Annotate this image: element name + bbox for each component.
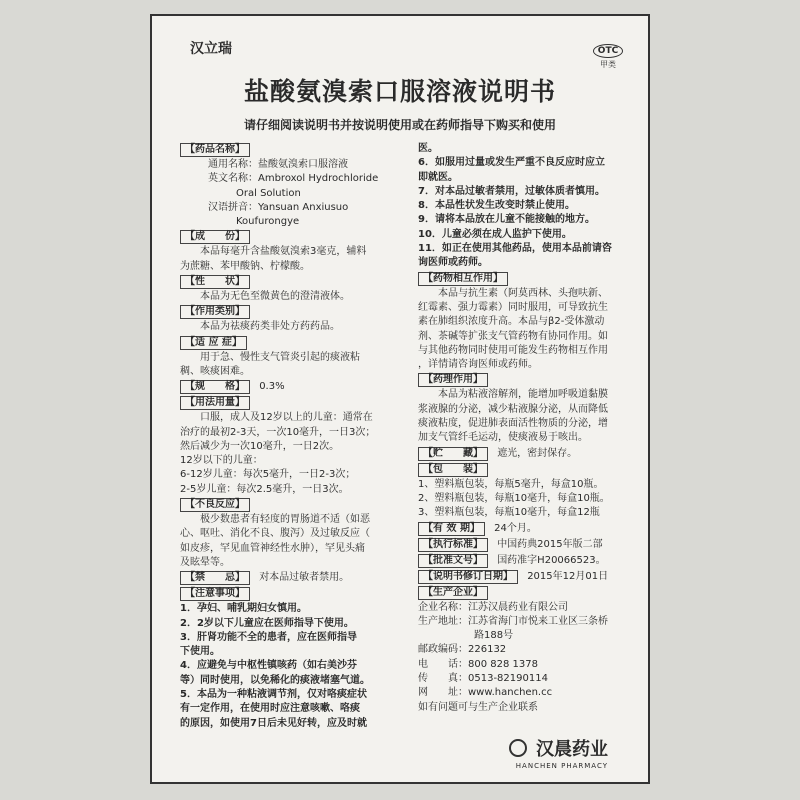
note-8: 8．本品性状发生改变时禁止使用。 <box>418 200 575 212</box>
heading-adverse: 【不良反应】 <box>180 498 250 512</box>
usage-5: 6-12岁儿童：每次5毫升，一日2-3次； <box>180 469 356 481</box>
adverse-2: 心、呕吐、消化不良、腹泻）及过敏反应（ <box>180 528 370 540</box>
pharmacology-1: 本品为粘液溶解剂，能增加呼吸道黏膜 <box>438 389 608 401</box>
logo-text-cn: 汉晨药业 <box>536 739 608 760</box>
manufacturer-website: 网 址：www.hanchen.cc <box>418 687 553 699</box>
heading-properties: 【性 状】 <box>180 275 250 289</box>
pharmacology-4: 加支气管纤毛运动，使痰液易于咳出。 <box>418 432 588 444</box>
validity: 24个月。 <box>494 522 537 534</box>
manufacturer-address-2: 路188号 <box>474 630 514 642</box>
contraindications: 对本品过敏者禁用。 <box>259 572 350 584</box>
pinyin-name-1: 汉语拼音：Yansuan Anxiusuo <box>208 201 349 213</box>
package-1: 1、塑料瓶包装，每瓶5毫升，每盒10瓶。 <box>418 478 604 490</box>
heading-name: 【药品名称】 <box>180 143 250 157</box>
note-6b: 即就医。 <box>418 171 458 183</box>
manufacturer-name: 企业名称：江苏汉晨药业有限公司 <box>418 601 568 613</box>
manufacturer-contact: 如有问题可与生产企业联系 <box>418 701 538 713</box>
heading-contraindications: 【禁 忌】 <box>180 571 250 585</box>
pharmacology-3: 痰液粘度，促进肺表面活性物质的分泌，增 <box>418 418 608 430</box>
note-4b: 等）同时使用，以免稀化的痰液堵塞气道。 <box>180 674 370 686</box>
indications-2: 稠、咳痰困难。 <box>180 365 250 377</box>
leaflet-sheet <box>150 14 650 784</box>
usage-2: 治疗的最初2-3天，一次10毫升，一日3次； <box>180 426 376 438</box>
heading-indications: 【适 应 症】 <box>180 336 247 350</box>
heading-manufacturer: 【生产企业】 <box>418 586 488 600</box>
heading-standard: 【执行标准】 <box>418 538 488 552</box>
storage: 遮光，密封保存。 <box>497 447 578 459</box>
document-title: 盐酸氨溴索口服溶液说明书 <box>243 77 556 106</box>
heading-revision-date: 【说明书修订日期】 <box>418 570 518 584</box>
english-name-2: Oral Solution <box>236 187 301 199</box>
revision-date: 2015年12月01日 <box>527 570 609 582</box>
standard: 中国药典2015年版二部 <box>497 538 603 550</box>
heading-pharmacology: 【药理作用】 <box>418 373 488 387</box>
heading-interactions: 【药物相互作用】 <box>418 272 508 286</box>
usage-6: 2-5岁儿童：每次2.5毫升，一日3次。 <box>180 483 349 495</box>
heading-notes: 【注意事项】 <box>180 587 250 601</box>
company-logo <box>509 735 608 770</box>
adverse-4: 及眩晕等。 <box>180 556 230 568</box>
note-2: 2．2岁以下儿童应在医师指导下使用。 <box>180 617 354 629</box>
manufacturer-address-1: 生产地址：江苏省海门市悦来工业区三条桥 <box>418 615 608 627</box>
left-column <box>180 142 408 731</box>
logo-mark-icon <box>509 739 527 757</box>
interactions-5: 与其他药物同时使用可能发生药物相互作用 <box>418 344 608 356</box>
note-5d: 医。 <box>418 143 438 154</box>
common-name: 通用名称：盐酸氨溴索口服溶液 <box>208 159 348 170</box>
interactions-1: 本品与抗生素（阿莫西林、头孢呋新、 <box>438 287 608 299</box>
right-column <box>418 142 636 715</box>
interactions-4: 剂、茶碱等扩张支气管药物有协同作用。如 <box>418 330 608 342</box>
usage-3: 然后减少为一次10毫升，一日2次。 <box>180 440 340 452</box>
logo-text-en: HANCHEN PHARMACY <box>515 762 608 770</box>
package-2: 2、塑料瓶包装，每瓶10毫升，每盒10瓶。 <box>418 492 610 504</box>
pharmacology-2: 浆液腺的分泌，减少粘液腺分泌，从而降低 <box>418 403 608 415</box>
adverse-3: 如皮疹，罕见血管神经性水肿），罕见头痛 <box>180 542 365 554</box>
note-7: 7．对本品过敏者禁用，过敏体质者慎用。 <box>418 185 605 197</box>
package-3: 3、塑料瓶包装，每瓶10毫升，每盒12瓶 <box>418 507 600 519</box>
heading-usage: 【用法用量】 <box>180 396 250 410</box>
otc-class: 甲类 <box>600 60 616 69</box>
note-3b: 下使用。 <box>180 646 220 658</box>
manufacturer-zip: 邮政编码：226132 <box>418 644 507 656</box>
manufacturer-phone: 电 话：800 828 1378 <box>418 658 538 670</box>
document-subtitle: 请仔细阅读说明书并按说明使用或在药师指导下购买和使用 <box>243 118 556 132</box>
usage-1: 口服，成人及12岁以上的儿童：通常在 <box>200 412 373 424</box>
note-11b: 询医师或药师。 <box>418 257 488 269</box>
adverse-1: 极少数患者有轻度的胃肠道不适（如恶 <box>200 514 370 526</box>
heading-composition: 【成 份】 <box>180 230 250 244</box>
english-name-1: 英文名称：Ambroxol Hydrochloride <box>208 173 379 185</box>
note-10: 10．儿童必须在成人监护下使用。 <box>418 228 572 240</box>
indications-1: 用于急、慢性支气管炎引起的痰液粘 <box>200 351 360 363</box>
interactions-6: ，详情请咨询医师或药师。 <box>418 359 538 371</box>
composition-2: 为蔗糖、苯甲酸钠、柠檬酸。 <box>180 260 310 272</box>
specification: 0.3% <box>259 381 285 393</box>
note-5c: 的原因，如使用7日后未见好转，应及时就 <box>180 717 367 729</box>
approval-number: 国药准字H20066523。 <box>497 554 606 566</box>
heading-category: 【作用类别】 <box>180 305 250 319</box>
note-4a: 4．应避免与中枢性镇咳药（如右美沙芬 <box>180 660 357 672</box>
pinyin-name-2: Koufurongye <box>236 216 300 228</box>
manufacturer-fax: 传 真：0513-82190114 <box>418 673 548 685</box>
note-3a: 3．肝肾功能不全的患者，应在医师指导 <box>180 631 357 643</box>
interactions-3: 素在肺组织浓度升高。本品与β2-受体激动 <box>418 316 605 328</box>
category: 本品为祛痰药类非处方药药品。 <box>200 321 340 333</box>
note-5b: 有一定作用，在使用时应注意咳嗽、咯痰 <box>180 703 360 715</box>
brand-name: 汉立瑞 <box>190 41 232 57</box>
note-5a: 5．本品为一种粘液调节剂，仅对咯痰症状 <box>180 689 367 701</box>
properties: 本品为无色至微黄色的澄清液体。 <box>200 291 350 303</box>
note-1: 1．孕妇、哺乳期妇女慎用。 <box>180 603 307 615</box>
heading-package: 【包 装】 <box>418 463 488 477</box>
otc-mark <box>590 38 626 70</box>
note-9: 9．请将本品放在儿童不能接触的地方。 <box>418 214 595 226</box>
composition-1: 本品每毫升含盐酸氨溴索3毫克，辅料 <box>200 246 367 258</box>
heading-validity: 【有 效 期】 <box>418 522 485 536</box>
otc-badge: OTC <box>593 44 623 58</box>
heading-approval: 【批准文号】 <box>418 554 488 568</box>
note-11a: 11．如正在使用其他药品，使用本品前请咨 <box>418 243 612 255</box>
note-6a: 6．如服用过量或发生严重不良反应时应立 <box>418 157 605 169</box>
heading-specification: 【规 格】 <box>180 380 250 394</box>
interactions-2: 红霉素、强力霉素）同时服用，可导致抗生 <box>418 301 608 313</box>
heading-storage: 【贮 藏】 <box>418 447 488 461</box>
usage-4: 12岁以下的儿童： <box>180 455 263 467</box>
